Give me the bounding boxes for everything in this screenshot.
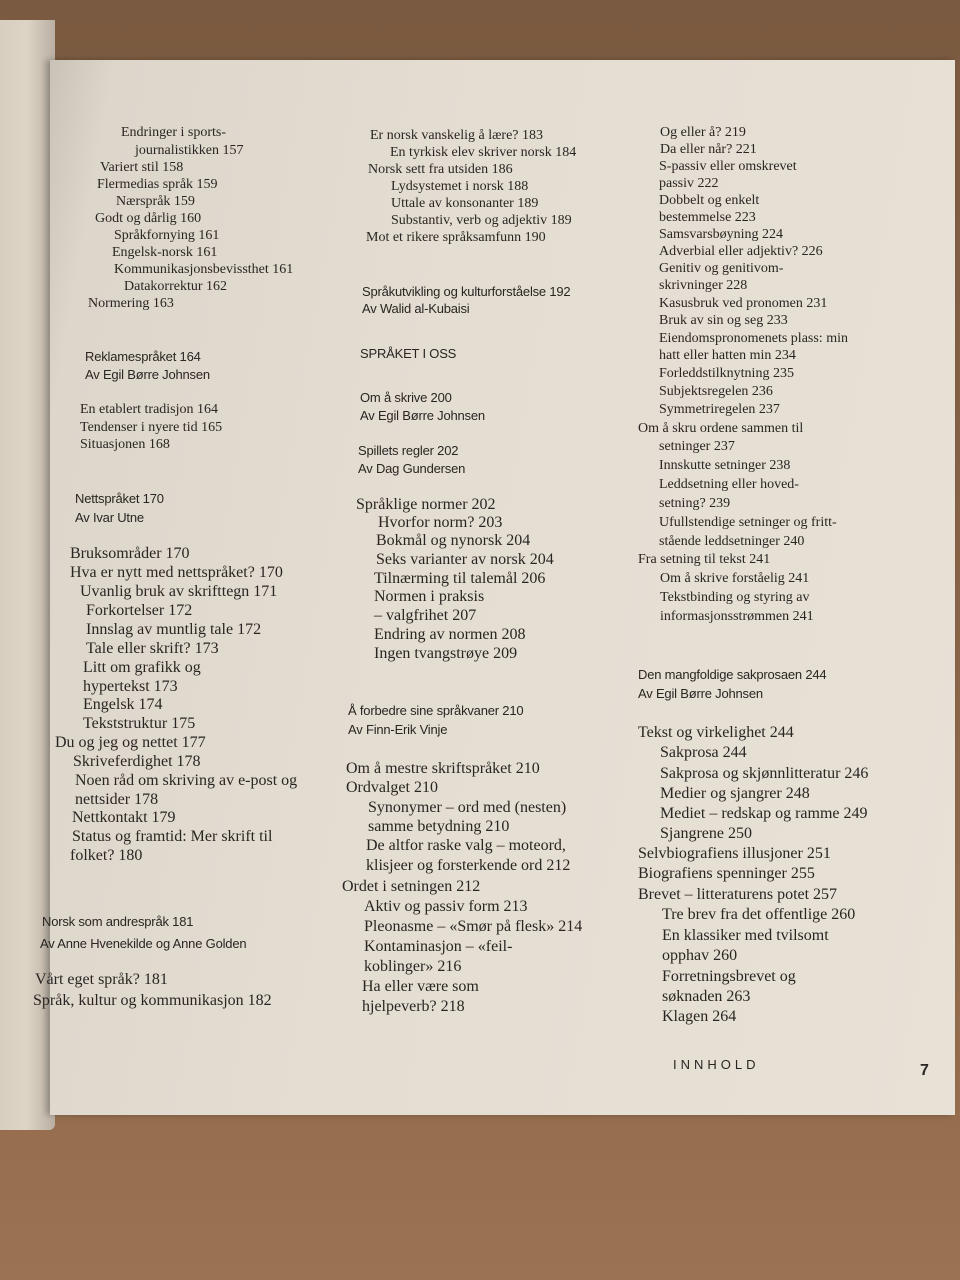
toc-entry: Seks varianter av norsk 204: [376, 551, 554, 568]
toc-entry: Av Walid al-Kubaisi: [362, 301, 470, 316]
toc-entry: Situasjonen 168: [80, 437, 170, 452]
toc-entry: Ordet i setningen 212: [342, 878, 481, 895]
toc-entry: Genitiv og genitivom-: [659, 261, 784, 276]
toc-entry: Eiendomspronomenets plass: min: [659, 331, 848, 346]
toc-entry: Symmetriregelen 237: [659, 402, 780, 417]
toc-entry: Om å skrive forståelig 241: [660, 571, 810, 586]
toc-entry: nettsider 178: [75, 791, 159, 808]
toc-entry: Norsk som andrespråk 181: [42, 914, 194, 929]
toc-entry: Er norsk vanskelig å lære? 183: [370, 128, 544, 143]
toc-entry: Ufullstendige setninger og fritt-: [659, 515, 837, 530]
toc-entry: Bokmål og nynorsk 204: [376, 532, 531, 549]
toc-entry: Samsvarsbøyning 224: [659, 227, 784, 242]
toc-entry: Språkfornying 161: [114, 228, 220, 243]
toc-entry: Substantiv, verb og adjektiv 189: [391, 213, 572, 228]
toc-entry: Kommunikasjonsbevissthet 161: [114, 262, 294, 277]
toc-entry: opphav 260: [662, 947, 738, 964]
toc-entry: Språklige normer 202: [356, 496, 496, 513]
toc-entry: Skriveferdighet 178: [73, 753, 201, 770]
toc-entry: Av Egil Børre Johnsen: [85, 367, 210, 382]
toc-entry: Litt om grafikk og: [83, 659, 201, 676]
toc-entry: Hvorfor norm? 203: [378, 514, 503, 531]
toc-entry: En klassiker med tvilsomt: [662, 927, 829, 944]
toc-entry: Sakprosa 244: [660, 744, 747, 761]
toc-entry: Ha eller være som: [362, 978, 479, 995]
toc-entry: passiv 222: [659, 176, 719, 191]
toc-entry: Om å skrive 200: [360, 390, 452, 405]
toc-entry: Bruksområder 170: [70, 545, 190, 562]
toc-entry: En etablert tradisjon 164: [80, 402, 219, 417]
toc-entry: Forkortelser 172: [86, 602, 193, 619]
toc-entry: Pleonasme – «Smør på flesk» 214: [364, 918, 583, 935]
page-number: 7: [920, 1062, 929, 1079]
toc-entry: Subjektsregelen 236: [659, 384, 773, 399]
toc-entry: stående leddsetninger 240: [659, 534, 805, 549]
toc-entry: Aktiv og passiv form 213: [364, 898, 528, 915]
toc-entry: Uttale av konsonanter 189: [391, 196, 539, 211]
section-label: INNHOLD: [673, 1057, 760, 1072]
toc-entry: Engelsk 174: [83, 696, 163, 713]
toc-entry: Klagen 264: [662, 1008, 737, 1025]
toc-entry: Noen råd om skriving av e-post og: [75, 772, 298, 789]
toc-entry: Fra setning til tekst 241: [638, 552, 771, 567]
toc-entry: koblinger» 216: [364, 958, 462, 975]
toc-entry: – valgfrihet 207: [374, 607, 477, 624]
toc-entry: Tekst og virkelighet 244: [638, 724, 794, 741]
toc-entry: Norsk sett fra utsiden 186: [368, 162, 513, 177]
facing-page-edge: [0, 20, 55, 1130]
toc-entry: Språkutvikling og kulturforståelse 192: [362, 284, 571, 299]
toc-entry: De altfor raske valg – moteord,: [366, 837, 566, 854]
toc-entry: Om å mestre skriftspråket 210: [346, 760, 540, 777]
toc-entry: Tekststruktur 175: [83, 715, 196, 732]
toc-entry: Medier og sjangrer 248: [660, 785, 810, 802]
toc-entry: skrivninger 228: [659, 278, 748, 293]
toc-entry: Ingen tvangstrøye 209: [374, 645, 518, 662]
toc-entry: Mot et rikere språksamfunn 190: [366, 230, 546, 245]
toc-entry: Du og jeg og nettet 177: [55, 734, 206, 751]
toc-entry: Normen i praksis: [374, 588, 485, 605]
toc-entry: Tale eller skrift? 173: [86, 640, 219, 657]
toc-entry: Hva er nytt med nettspråket? 170: [70, 564, 283, 581]
toc-entry: informasjonsstrømmen 241: [660, 609, 814, 624]
toc-entry: Biografiens spenninger 255: [638, 865, 815, 882]
toc-entry: En tyrkisk elev skriver norsk 184: [390, 145, 577, 160]
toc-entry: Den mangfoldige sakprosaen 244: [638, 667, 827, 682]
toc-entry: Bruk av sin og seg 233: [659, 313, 788, 328]
toc-entry: Mediet – redskap og ramme 249: [660, 805, 868, 822]
toc-entry: Av Egil Børre Johnsen: [638, 686, 763, 701]
toc-entry: Av Dag Gundersen: [358, 461, 466, 476]
toc-entry: Status og framtid: Mer skrift til: [72, 828, 273, 845]
toc-entry: Sjangrene 250: [660, 825, 752, 842]
toc-entry: journalistikken 157: [135, 143, 244, 158]
toc-entry: Av Ivar Utne: [75, 510, 144, 525]
toc-entry: Forleddstilknytning 235: [659, 366, 794, 381]
toc-entry: Nettspråket 170: [75, 491, 164, 506]
toc-entry: Spillets regler 202: [358, 443, 459, 458]
toc-entry: S-passiv eller omskrevet: [659, 159, 797, 174]
toc-entry: Innslag av muntlig tale 172: [86, 621, 262, 638]
toc-entry: Innskutte setninger 238: [659, 458, 791, 473]
toc-entry: Endringer i sports-: [121, 125, 226, 140]
toc-entry: Kasusbruk ved pronomen 231: [659, 296, 828, 311]
toc-entry: Flermedias språk 159: [97, 177, 218, 192]
toc-entry: Dobbelt og enkelt: [659, 193, 760, 208]
toc-entry: Brevet – litteraturens potet 257: [638, 886, 838, 903]
toc-entry: Da eller når? 221: [660, 142, 757, 157]
toc-entry: setning? 239: [659, 496, 731, 511]
toc-entry: Normering 163: [88, 296, 174, 311]
toc-entry: Å forbedre sine språkvaner 210: [348, 703, 524, 718]
toc-entry: Nettkontakt 179: [72, 809, 176, 826]
toc-entry: Synonymer – ord med (nesten): [368, 799, 567, 816]
toc-entry: Sakprosa og skjønnlitteratur 246: [660, 765, 869, 782]
toc-entry: Selvbiografiens illusjoner 251: [638, 845, 831, 862]
toc-entry: Kontaminasjon – «feil-: [364, 938, 513, 955]
toc-entry: SPRÅKET I OSS: [360, 346, 457, 361]
toc-entry: Tekstbinding og styring av: [660, 590, 810, 605]
toc-entry: Adverbial eller adjektiv? 226: [659, 244, 823, 259]
toc-entry: Av Finn-Erik Vinje: [348, 722, 448, 737]
toc-entry: Forretningsbrevet og: [662, 968, 796, 985]
toc-entry: Godt og dårlig 160: [95, 211, 202, 226]
toc-entry: hypertekst 173: [83, 678, 178, 695]
toc-entry: Nærspråk 159: [116, 194, 195, 209]
toc-entry: Av Egil Børre Johnsen: [360, 408, 485, 423]
toc-entry: Engelsk-norsk 161: [112, 245, 218, 260]
toc-entry: Om å skru ordene sammen til: [638, 421, 804, 436]
toc-entry: Språk, kultur og kommunikasjon 182: [33, 992, 272, 1009]
book-page: [33, 60, 955, 1115]
toc-entry: hatt eller hatten min 234: [659, 348, 796, 363]
toc-entry: Leddsetning eller hoved-: [659, 477, 799, 492]
toc-entry: Datakorrektur 162: [124, 279, 228, 294]
toc-entry: samme betydning 210: [368, 818, 510, 835]
toc-entry: Ordvalget 210: [346, 779, 438, 796]
toc-entry: Endring av normen 208: [374, 626, 526, 643]
toc-entry: Variert stil 158: [100, 160, 184, 175]
toc-entry: Lydsystemet i norsk 188: [391, 179, 529, 194]
toc-entry: Reklamespråket 164: [85, 349, 201, 364]
toc-entry: hjelpeverb? 218: [362, 998, 465, 1015]
toc-entry: Vårt eget språk? 181: [35, 971, 168, 988]
toc-entry: klisjeer og forsterkende ord 212: [366, 857, 571, 874]
toc-entry: Tilnærming til talemål 206: [374, 570, 546, 587]
toc-entry: bestemmelse 223: [659, 210, 756, 225]
toc-entry: Tendenser i nyere tid 165: [80, 420, 223, 435]
toc-entry: setninger 237: [659, 439, 735, 454]
toc-entry: folket? 180: [70, 847, 143, 864]
toc-entry: Uvanlig bruk av skrifttegn 171: [80, 583, 278, 600]
toc-entry: Av Anne Hvenekilde og Anne Golden: [40, 936, 247, 951]
toc-entry: Og eller å? 219: [660, 125, 746, 140]
toc-entry: Tre brev fra det offentlige 260: [662, 906, 856, 923]
toc-entry: søknaden 263: [662, 988, 751, 1005]
